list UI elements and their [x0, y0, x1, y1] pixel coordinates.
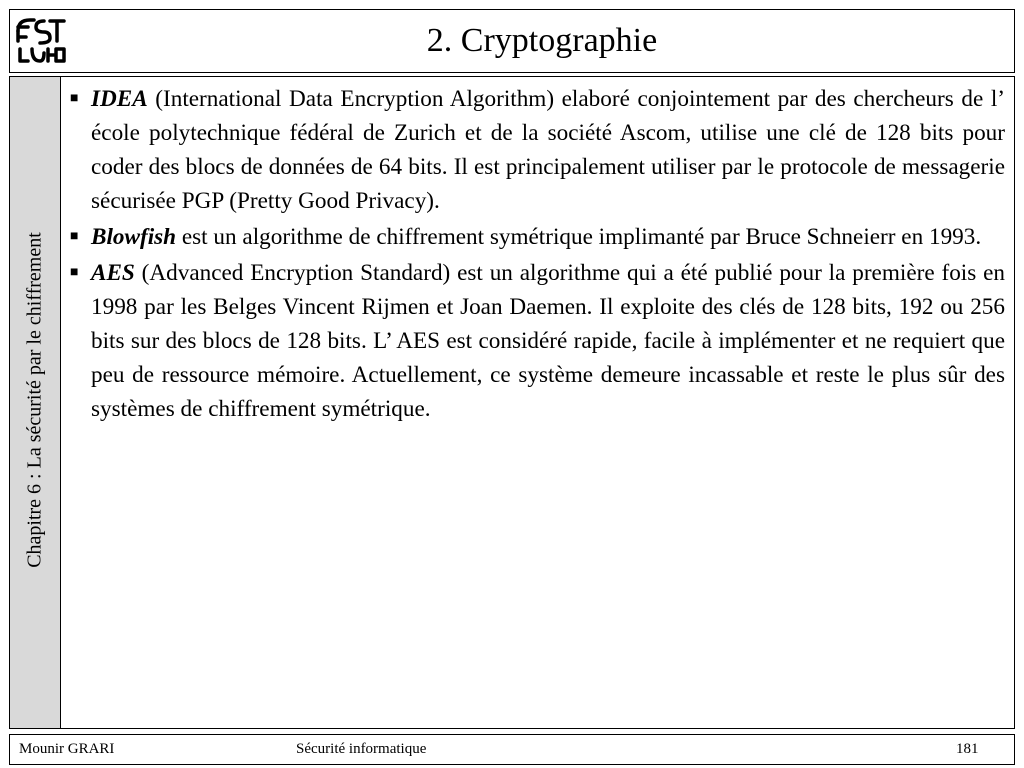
- term-blowfish: Blowfish: [91, 224, 177, 250]
- chapter-label: Chapitre 6 : La sécurité par le chiffrement: [23, 232, 46, 568]
- bullet-text: [91, 82, 1005, 218]
- description-blowfish: est un algorithme de chiffrement symétrique implimanté par Bruce Schneierr en 1993.: [176, 224, 982, 250]
- term-idea: IDEA: [91, 86, 148, 112]
- slide-title: 2. Cryptographie: [426, 22, 658, 59]
- footer-author: Mounir GRARI: [19, 741, 115, 757]
- square-bullet-icon: ■: [70, 265, 79, 280]
- square-bullet-icon: ■: [70, 91, 79, 106]
- chapter-sidebar: [10, 77, 61, 728]
- bullet-text: [91, 256, 1005, 426]
- bullet-list: [70, 82, 1005, 428]
- page-number: 181: [956, 741, 979, 757]
- bullet-item-idea: [70, 82, 1005, 218]
- slide-header: [9, 9, 1015, 73]
- bullet-item-aes: [70, 256, 1005, 426]
- footer-course: Sécurité informatique: [296, 741, 427, 757]
- description-idea: (International Data Encryption Algorithm) elaboré conjointement par des chercheurs de l’ école polytechnique fédéral de Zurich et de la société Ascom, utilise une clé de 128 bits pour coder des blocs de données de 64 bits. Il est principalement utiliser par le protocole de messagerie sécurisée PGP (Pretty Good Privacy).: [91, 86, 1005, 214]
- bullet-text: [91, 220, 1005, 254]
- description-aes: (Advanced Encryption Standard) est un algorithme qui a été publié pour la première fois en 1998 par les Belges Vincent Rijmen et Joan Daemen. Il exploite des clés de 128 bits, 192 ou 256 bits sur des blocs de 128 bits. L’ AES est considéré rapide, facile à implémenter et ne requiert que peu de ressource mémoire. Actuellement, ce système demeure incassable et reste le plus sûr des systèmes de chiffrement symétrique.: [91, 260, 1005, 422]
- bullet-item-blowfish: [70, 220, 1005, 254]
- slide-footer: [9, 734, 1015, 765]
- square-bullet-icon: ■: [70, 229, 79, 244]
- logo-icon: [14, 17, 68, 65]
- term-aes: AES: [91, 260, 135, 286]
- esto-logo: [11, 11, 71, 71]
